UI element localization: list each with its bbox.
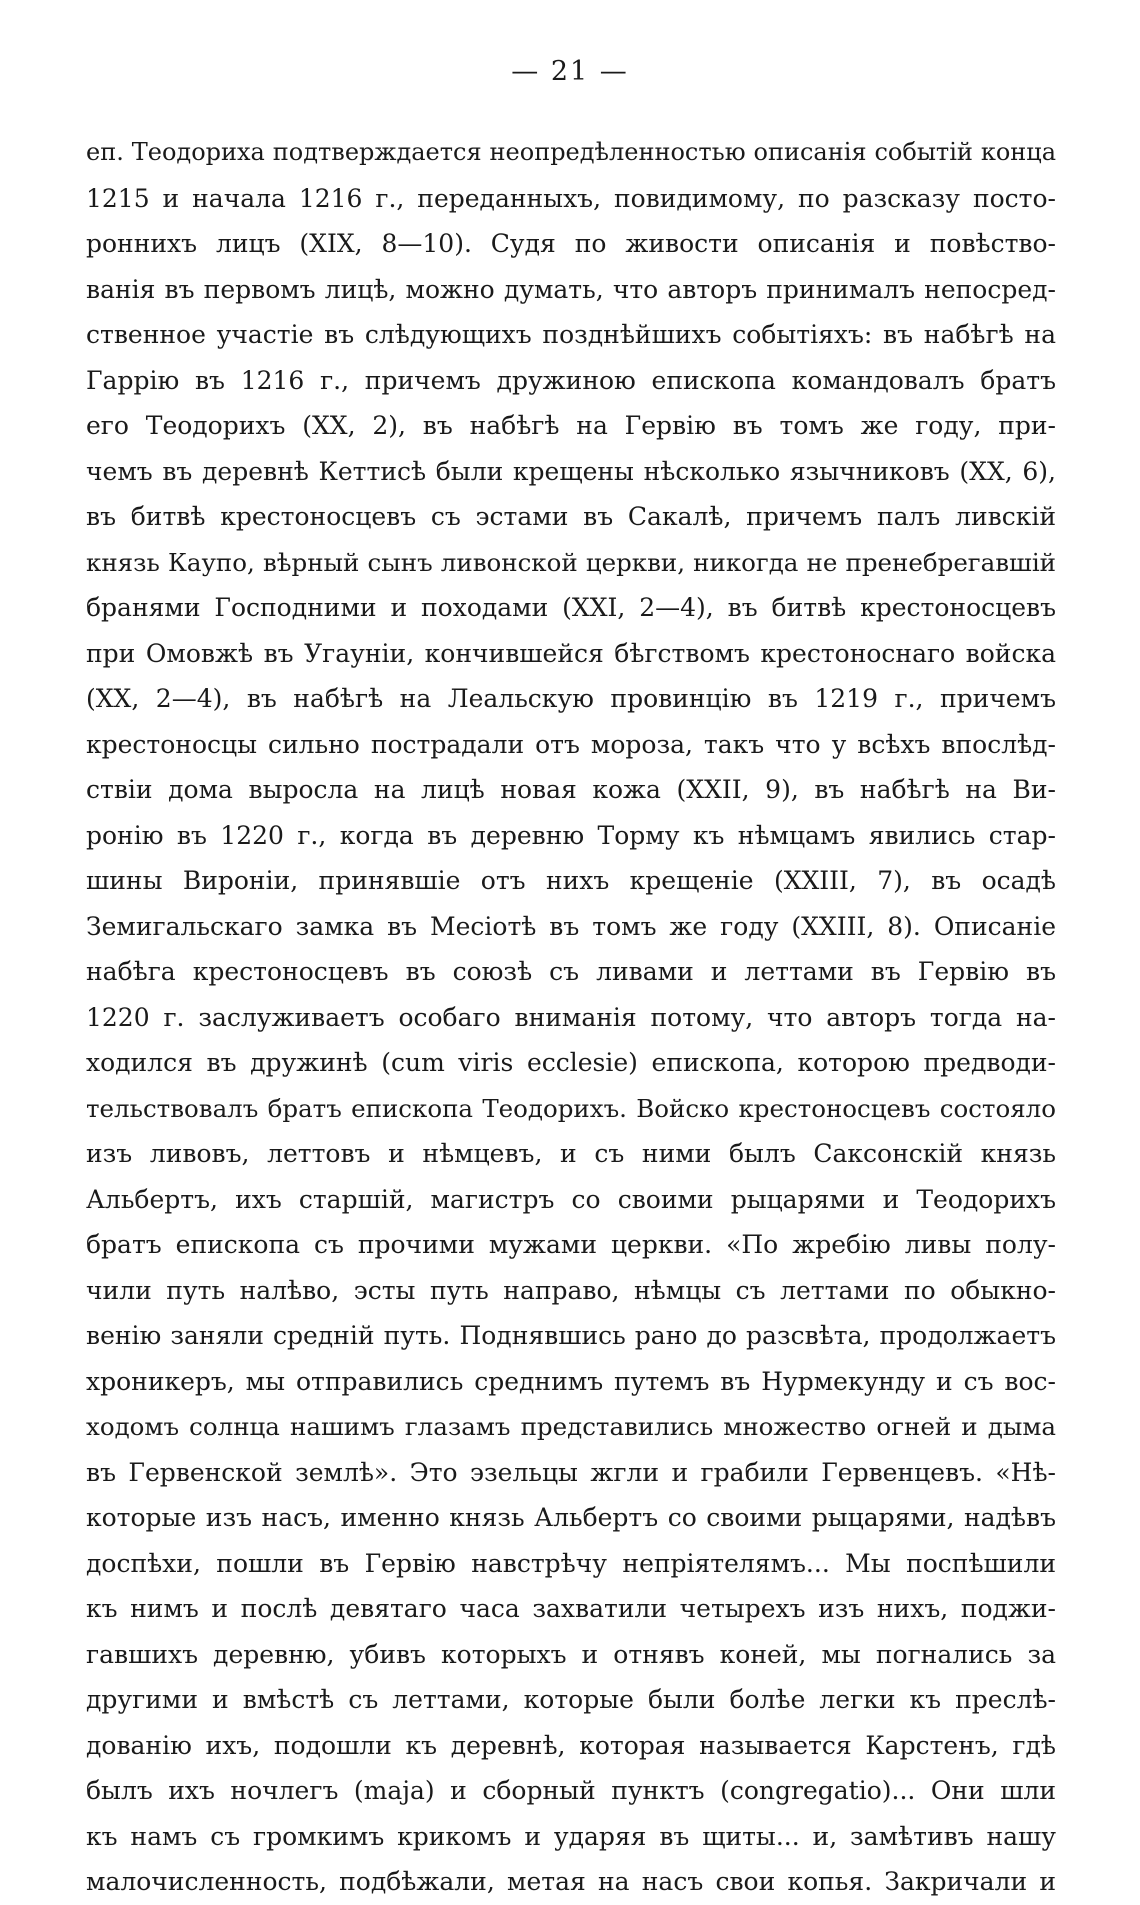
text-line: ронію въ 1220 г., когда въ деревню Торму къ нѣмцамъ явились стар-	[86, 820, 1056, 850]
text-line: другими и вмѣстѣ съ леттами, которые были болѣе легки къ преслѣ-	[86, 1685, 1056, 1714]
text-line: братъ епископа съ прочими мужами церкви. «По жребію ливы полу-	[86, 1230, 1056, 1259]
text-line: Альбертъ, ихъ старшій, магистръ со своими рыцарями и Теодорихъ	[86, 1184, 1056, 1214]
text-line: ходомъ солнца нашимъ глазамъ представились множество огней и дыма	[86, 1412, 1056, 1441]
text-line: ходился въ дружинѣ (cum viris ecclesie) епископа, которою предводи-	[86, 1048, 1056, 1077]
text-line: его Теодорихъ (XX, 2), въ набѣгѣ на Гервію въ томъ же году, при-	[86, 411, 1056, 440]
text-line: роннихъ лицъ (XIX, 8—10). Судя по живости описанія и повѣство-	[86, 229, 1056, 258]
text-line: венію заняли средній путь. Поднявшись рано до разсвѣта, продолжаетъ	[86, 1321, 1056, 1350]
text-line: которые изъ насъ, именно князь Альбертъ со своими рыцарями, надѣвъ	[86, 1503, 1056, 1532]
page-number: — 21 —	[511, 56, 629, 87]
text-line: къ намъ съ громкимъ крикомъ и ударяя въ щиты... и, замѣтивъ нашу	[86, 1821, 1056, 1851]
text-line: бранями Господними и походами (XXI, 2—4), въ битвѣ крестоносцевъ	[86, 593, 1056, 622]
text-line: ванія въ первомъ лицѣ, можно думать, что авторъ принималъ непосред-	[86, 274, 1056, 304]
text-line: былъ ихъ ночлегъ (maja) и сборный пунктъ (congregatio)... Они шли	[86, 1776, 1056, 1805]
text-line: 1215 и начала 1216 г., переданныхъ, повидимому, по разсказу посто-	[86, 183, 1056, 213]
text-line: еп. Теодориха подтверждается неопредѣленностью описанія событій конца	[86, 138, 1056, 166]
text-line: къ нимъ и послѣ девятаго часа захватили четырехъ изъ нихъ, поджи-	[86, 1594, 1056, 1623]
text-line: Земигальскаго замка въ Месіотѣ въ томъ же году (XXIII, 8). Описаніе	[86, 911, 1056, 941]
text-line: изъ ливовъ, леттовъ и нѣмцевъ, и съ ними былъ Саксонскій князь	[86, 1139, 1056, 1168]
text-line: Гаррію въ 1216 г., причемъ дружиною епископа командовалъ братъ	[86, 365, 1056, 395]
text-line: (XX, 2—4), въ набѣгѣ на Леальскую провинцію въ 1219 г., причемъ	[86, 684, 1056, 713]
text-line: гавшихъ деревню, убивъ которыхъ и отнявъ коней, мы погнались за	[86, 1639, 1056, 1669]
text-line: ствіи дома выросла на лицѣ новая кожа (XXII, 9), въ набѣгѣ на Ви-	[86, 775, 1056, 804]
body-text	[86, 130, 1056, 1905]
text-line: при Омовжѣ въ Угауніи, кончившейся бѣгствомъ крестоноснаго войска	[86, 638, 1056, 668]
text-line: малочисленность, подбѣжали, метая на насъ свои копья. Закричали и	[86, 1867, 1056, 1896]
text-line: 1220 г. заслуживаетъ особаго вниманія потому, что авторъ тогда на-	[86, 1002, 1056, 1032]
text-line: хроникеръ, мы отправились среднимъ путемъ въ Нурмекунду и съ вос-	[86, 1366, 1056, 1396]
text-line: ственное участіе въ слѣдующихъ позднѣйшихъ событіяхъ: въ набѣгѣ на	[86, 320, 1056, 349]
text-line: доспѣхи, пошли въ Гервію навстрѣчу непріятелямъ... Мы поспѣшили	[86, 1548, 1056, 1578]
text-line: въ битвѣ крестоносцевъ съ эстами въ Сакалѣ, причемъ палъ ливскій	[86, 502, 1056, 531]
text-line: крестоносцы сильно пострадали отъ мороза, такъ что у всѣхъ впослѣд-	[86, 729, 1056, 759]
text-line: набѣга крестоносцевъ въ союзѣ съ ливами и леттами въ Гервію въ	[86, 957, 1056, 986]
text-line: князь Каупо, вѣрный сынъ ливонской церкви, никогда не пренебрегавшій	[86, 547, 1056, 577]
text-line: шины Вироніи, принявшіе отъ нихъ крещеніе (XXIII, 7), въ осадѣ	[86, 866, 1056, 895]
text-line: дованію ихъ, подошли къ деревнѣ, которая называется Карстенъ, гдѣ	[86, 1730, 1056, 1760]
text-line: чемъ въ деревнѣ Кеттисѣ были крещены нѣсколько язычниковъ (XX, 6),	[86, 456, 1056, 486]
text-line: въ Гервенской землѣ». Это эзельцы жгли и грабили Гервенцевъ. «Нѣ-	[86, 1457, 1056, 1487]
text-line: чили путь налѣво, эсты путь направо, нѣмцы съ леттами по обыкно-	[86, 1275, 1056, 1305]
text-line: тельствовалъ братъ епископа Теодорихъ. Войско крестоносцевъ состояло	[86, 1093, 1056, 1123]
